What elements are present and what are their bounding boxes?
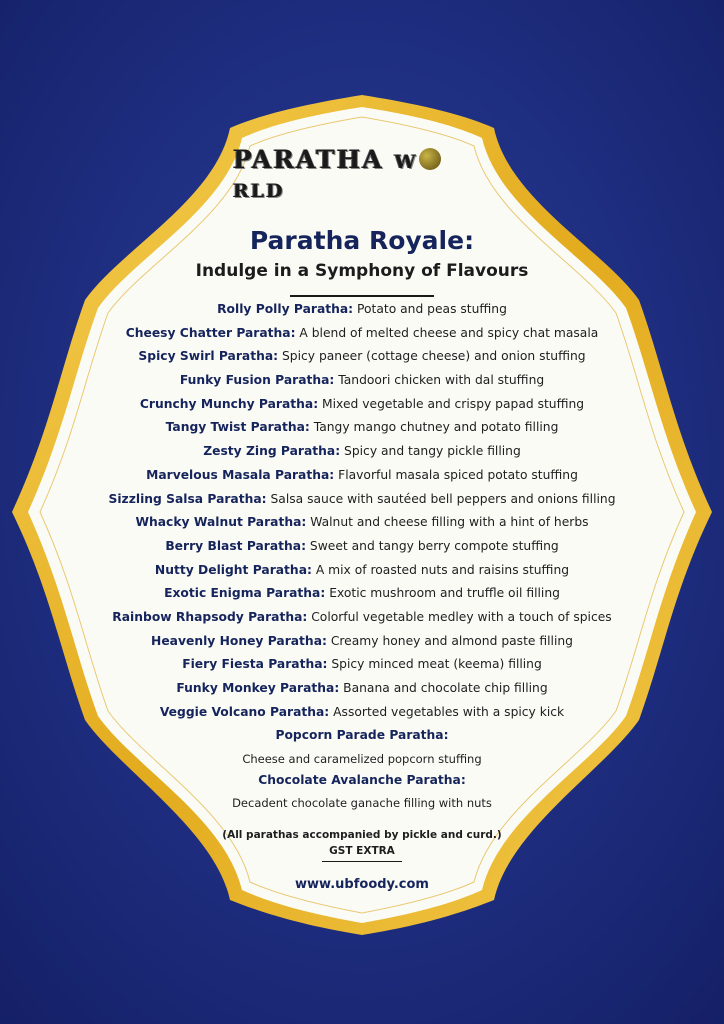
- menu-item: [0, 393, 724, 417]
- footer-note: (All parathas accompanied by pickle and curd.): [222, 829, 502, 841]
- menu-item: [0, 606, 724, 630]
- menu-item: [0, 559, 724, 583]
- item-desc: Spicy and tangy pickle filling: [340, 444, 521, 459]
- item-desc: Sweet and tangy berry compote stuffing: [306, 538, 559, 553]
- menu-item: [0, 440, 724, 464]
- item-name: Exotic Enigma Paratha:: [164, 586, 326, 601]
- item-desc: Spicy minced meat (keema) filling: [327, 657, 542, 672]
- item-name: Rolly Polly Paratha:: [217, 302, 354, 316]
- menu-item: [0, 677, 724, 701]
- item-desc: Creamy honey and almond paste filling: [326, 633, 573, 648]
- menu-item: [0, 416, 724, 440]
- special-item-name: Chocolate Avalanche Paratha:: [258, 773, 466, 787]
- logo-part2-b: RLD: [233, 180, 285, 203]
- item-desc: Tandoori chicken with dal stuffing: [334, 373, 545, 388]
- item-name: Heavenly Honey Paratha:: [151, 633, 327, 648]
- logo-text: [233, 145, 491, 204]
- paratha-ball-icon: [419, 148, 441, 170]
- menu-item: [0, 535, 724, 559]
- item-desc: A mix of roasted nuts and raisins stuffing: [311, 562, 570, 577]
- item-name: Fiery Fiesta Paratha:: [182, 657, 328, 672]
- item-name: Tangy Twist Paratha:: [165, 420, 310, 435]
- item-name: Funky Fusion Paratha:: [179, 373, 335, 388]
- item-desc: Potato and peas stuffing: [353, 302, 507, 316]
- logo: [233, 144, 491, 203]
- item-desc: A blend of melted cheese and spicy chat masala: [295, 325, 599, 340]
- menu-item: [0, 488, 724, 512]
- item-name: Funky Monkey Paratha:: [176, 681, 340, 695]
- item-desc: Walnut and cheese filling with a hint of herbs: [306, 515, 589, 530]
- item-desc: Salsa sauce with sautéed bell peppers and onions filling: [266, 491, 616, 506]
- item-name: Marvelous Masala Paratha:: [146, 467, 335, 482]
- special-item-desc: Cheese and caramelized popcorn stuffing: [242, 752, 482, 766]
- special-item-name: Popcorn Parade Paratha:: [275, 728, 449, 742]
- menu-list: [0, 298, 724, 724]
- item-desc: Colorful vegetable medley with a touch of spices: [307, 609, 612, 624]
- menu-item: [0, 322, 724, 346]
- title-divider: [290, 295, 434, 297]
- special-item-chocolate-desc: [0, 796, 724, 810]
- menu-item: [0, 701, 724, 725]
- item-name: Cheesy Chatter Paratha:: [125, 325, 296, 340]
- item-name: Spicy Swirl Paratha:: [138, 349, 279, 364]
- website-link[interactable]: www.ubfoody.com: [295, 877, 429, 892]
- gst-note: GST EXTRA: [329, 845, 395, 857]
- item-name: Crunchy Munchy Paratha:: [139, 396, 319, 411]
- item-desc: Mixed vegetable and crispy papad stuffing: [318, 396, 585, 411]
- menu-item: [0, 298, 724, 322]
- item-desc: Spicy paneer (cottage cheese) and onion stuffing: [278, 349, 586, 364]
- menu-item: [0, 345, 724, 369]
- item-desc: Exotic mushroom and truffle oil filling: [325, 586, 560, 601]
- page-title: Paratha Royale:: [249, 226, 475, 255]
- special-item-chocolate: [0, 773, 724, 787]
- menu-item: [0, 464, 724, 488]
- item-desc: Assorted vegetables with a spicy kick: [329, 704, 565, 719]
- special-item-popcorn: [0, 728, 724, 742]
- item-desc: Banana and chocolate chip filling: [339, 681, 548, 695]
- item-name: Veggie Volcano Paratha:: [159, 704, 330, 719]
- item-name: Nutty Delight Paratha:: [154, 562, 312, 577]
- menu-item: [0, 653, 724, 677]
- item-name: Rainbow Rhapsody Paratha:: [112, 609, 308, 624]
- menu-item: [0, 582, 724, 606]
- menu-item: [0, 511, 724, 535]
- item-name: Zesty Zing Paratha:: [203, 444, 341, 459]
- logo-part1: PARATHA: [233, 144, 384, 174]
- item-name: Berry Blast Paratha:: [165, 538, 307, 553]
- special-item-desc: Decadent chocolate ganache filling with nuts: [232, 796, 492, 810]
- item-desc: Flavorful masala spiced potato stuffing: [334, 467, 578, 482]
- menu-item: [0, 369, 724, 393]
- item-desc: Tangy mango chutney and potato filling: [309, 420, 559, 435]
- page-subtitle: Indulge in a Symphony of Flavours: [195, 261, 529, 281]
- item-name: Whacky Walnut Paratha:: [135, 515, 307, 530]
- special-item-popcorn-desc: [0, 752, 724, 766]
- item-name: Sizzling Salsa Paratha:: [108, 491, 267, 506]
- logo-part2-a: W: [394, 150, 418, 173]
- menu-item: [0, 630, 724, 654]
- footer-divider: [322, 861, 402, 862]
